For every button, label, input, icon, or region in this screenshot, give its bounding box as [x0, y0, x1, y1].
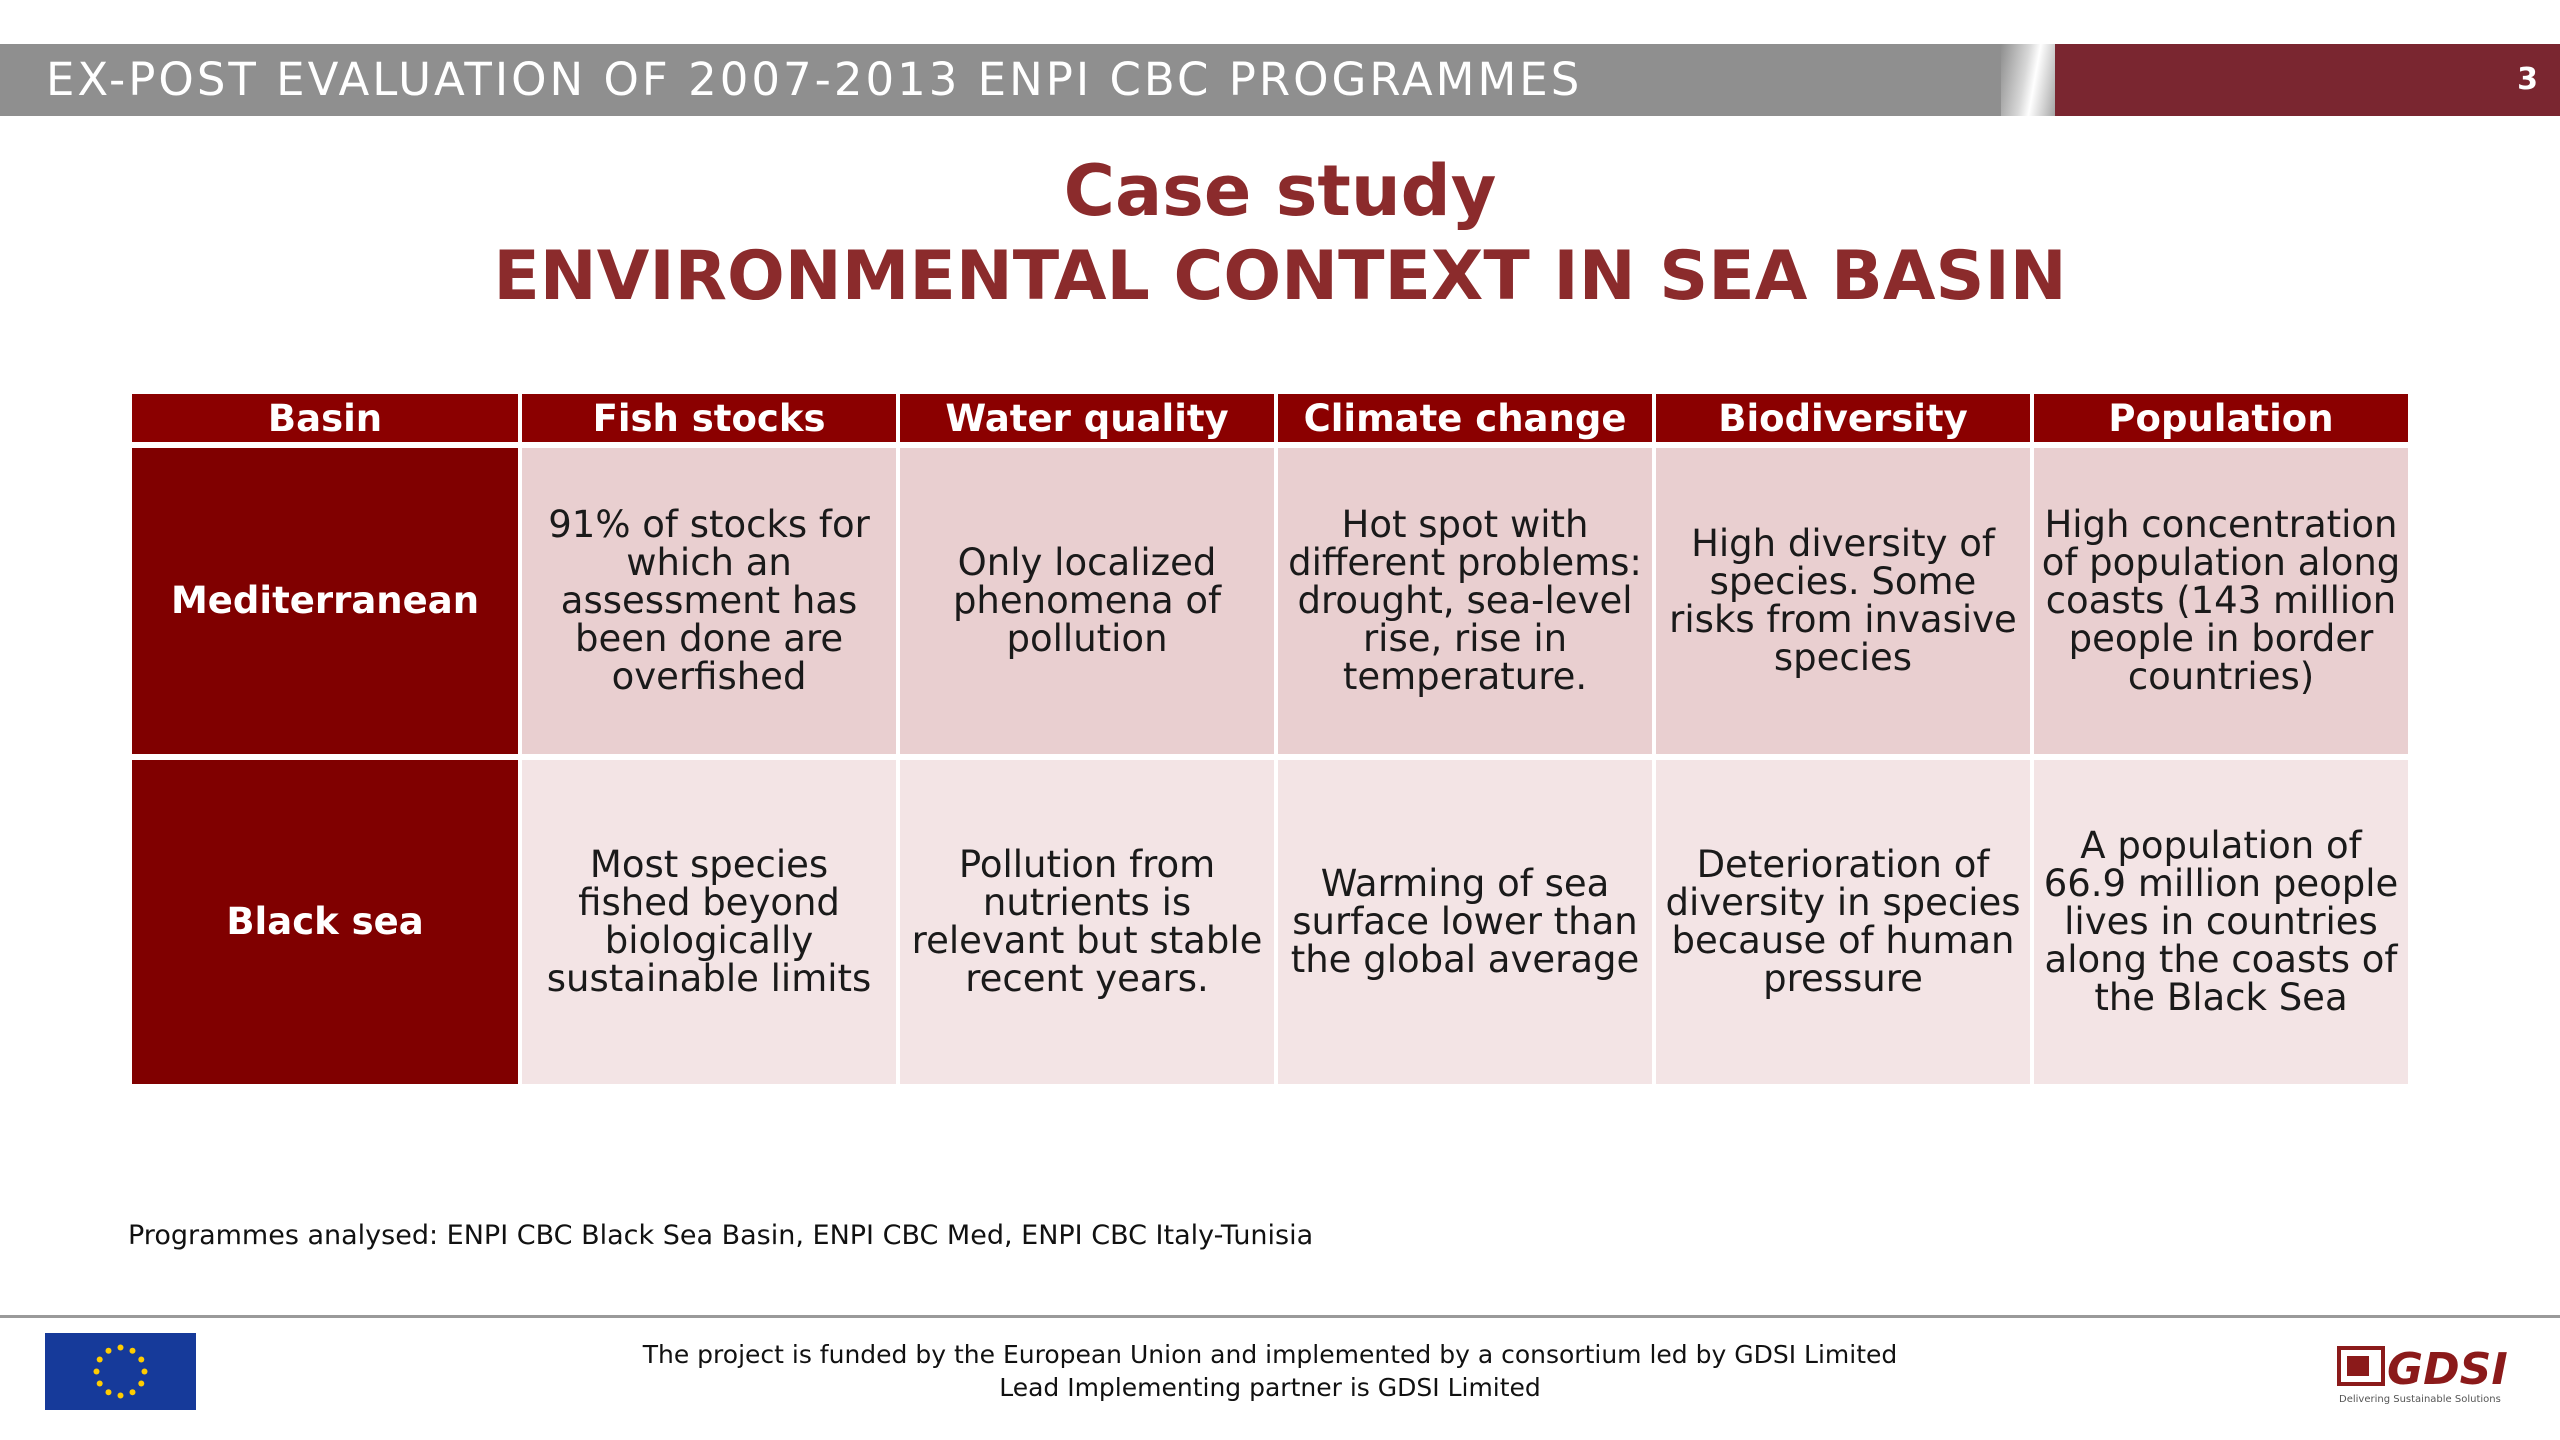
page-number: 3 [2517, 62, 2538, 97]
header-accent-stripe [2001, 44, 2061, 116]
table-row [132, 448, 2408, 754]
slide-subtitle: ENVIRONMENTAL CONTEXT IN SEA BASIN [493, 237, 2067, 316]
table-cell: Warming of sea surface lower than the global average [1278, 760, 1652, 1084]
eu-flag-icon [45, 1333, 196, 1410]
footer-line-1: The project is funded by the European Union and implemented by a consortium led by GDSI Limited [642, 1340, 1898, 1369]
table-cell: Hot spot with different problems: drought, sea-level rise, rise in temperature. [1278, 448, 1652, 754]
row-header-mediterranean: Mediterranean [132, 448, 518, 754]
table-cell: Most species fished beyond biologically sustainable limits [522, 760, 896, 1084]
column-header-fish-stocks: Fish stocks [522, 394, 896, 442]
table-cell: Deterioration of diversity in species because of human pressure [1656, 760, 2030, 1084]
environment-table [128, 388, 2412, 1090]
footer-divider [0, 1315, 2560, 1318]
table-row [132, 760, 2408, 1084]
column-header-biodiversity: Biodiversity [1656, 394, 2030, 442]
table-cell: High diversity of species. Some risks from invasive species [1656, 448, 2030, 754]
row-header-black-sea: Black sea [132, 760, 518, 1084]
table-cell: Pollution from nutrients is relevant but stable recent years. [900, 760, 1274, 1084]
table-cell: 91% of stocks for which an assessment has been done are overfished [522, 448, 896, 754]
header-red-block [2055, 44, 2560, 116]
gdsi-logo [2335, 1340, 2525, 1408]
table-header-row [132, 394, 2408, 442]
column-header-water-quality: Water quality [900, 394, 1274, 442]
table-cell: Only localized phenomena of pollution [900, 448, 1274, 754]
column-header-climate-change: Climate change [1278, 394, 1652, 442]
header-title: EX-POST EVALUATION OF 2007-2013 ENPI CBC PROGRAMMES [46, 53, 1583, 106]
table-cell: A population of 66.9 million people lives in countries along the coasts of the Black Sea [2034, 760, 2408, 1084]
footer-line-2: Lead Implementing partner is GDSI Limited [999, 1373, 1541, 1402]
gdsi-logo-text: GDSI [2387, 1344, 2508, 1395]
column-header-population: Population [2034, 394, 2408, 442]
footer-text [540, 1338, 2000, 1404]
gdsi-logo-tagline: Delivering Sustainable Solutions [2339, 1394, 2501, 1405]
column-header-basin: Basin [132, 394, 518, 442]
slide-title: Case study [1063, 150, 1497, 232]
table-cell: High concentration of population along coasts (143 million people in border countries) [2034, 448, 2408, 754]
programmes-note: Programmes analysed: ENPI CBC Black Sea Basin, ENPI CBC Med, ENPI CBC Italy-Tunisia [128, 1220, 1314, 1251]
